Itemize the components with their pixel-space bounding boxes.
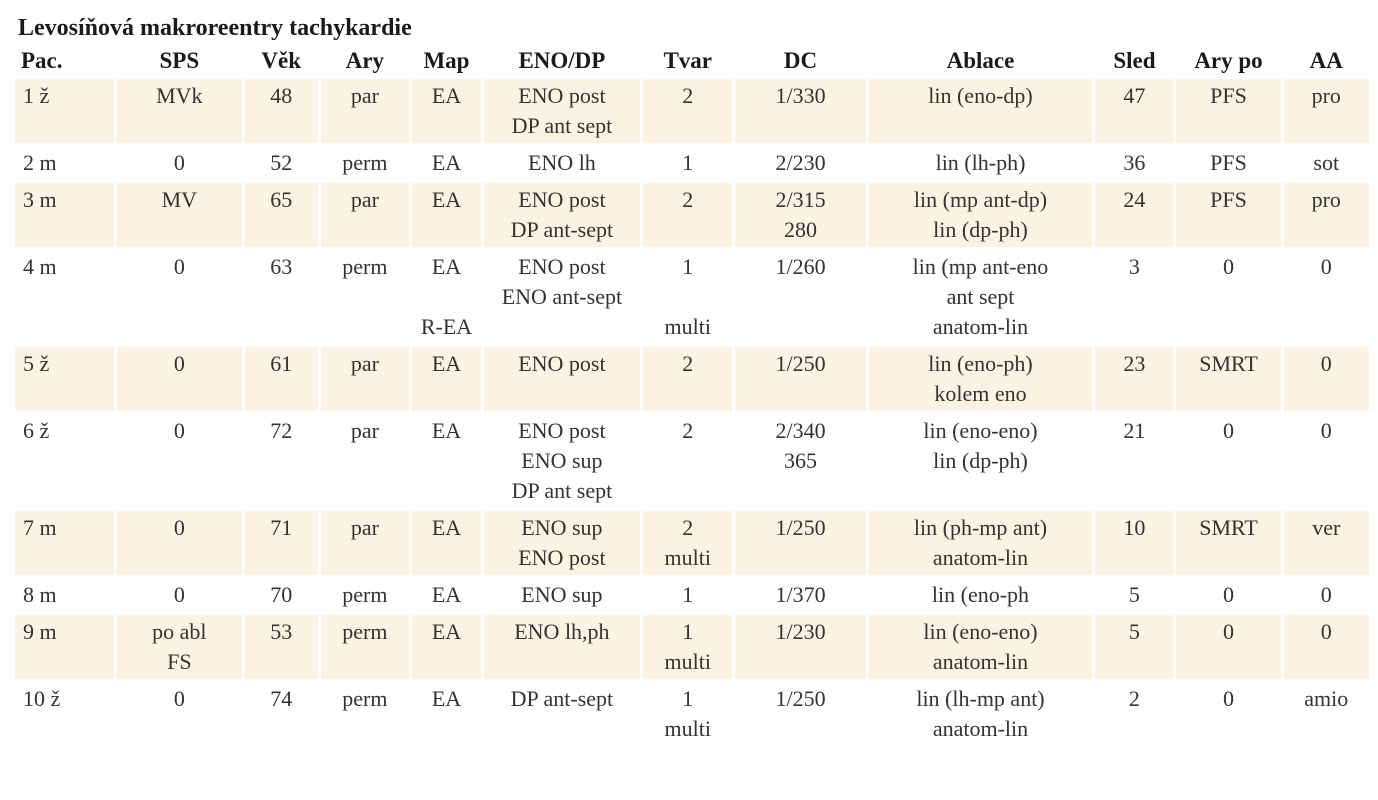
cell-line: DP ant-sept <box>510 686 614 711</box>
cell-line: 2 <box>682 351 694 376</box>
cell-map <box>412 682 481 746</box>
table-row <box>15 615 1369 679</box>
cell-pac <box>15 511 114 575</box>
cell-line: SMRT <box>1199 515 1258 540</box>
cell-dc <box>735 146 865 180</box>
cell-ablace <box>869 347 1093 411</box>
column-header-sps: SPS <box>159 48 200 73</box>
cell-line: multi <box>664 314 711 339</box>
cell-line: multi <box>664 545 711 570</box>
cell-tvar <box>643 347 733 411</box>
cell-line: 1/260 <box>775 254 826 279</box>
cell-ary-po <box>1176 511 1280 575</box>
cell-eno-dp <box>484 578 640 612</box>
cell-line: DP ant sept <box>511 113 613 138</box>
cell-line: EA <box>431 515 462 540</box>
cell-line: lin (lh-ph) <box>935 150 1026 175</box>
cell-line: 70 <box>270 582 293 607</box>
cell-line: 3 <box>1128 254 1140 279</box>
cell-ary-po <box>1176 578 1280 612</box>
cell-sps <box>117 511 242 575</box>
cell-line: 6 ž <box>23 418 50 443</box>
cell-dc <box>735 347 865 411</box>
table-title: Levosíňová makroreentry tachykardie <box>18 15 412 41</box>
cell-vek <box>245 578 318 612</box>
cell-sled <box>1095 183 1173 247</box>
cell-line: anatom-lin <box>932 545 1029 570</box>
column-header-aa: AA <box>1309 48 1343 73</box>
cell-line: FS <box>167 649 192 674</box>
table-row <box>15 146 1369 180</box>
cell-ary <box>321 79 409 143</box>
cell-line: 0 <box>1320 254 1332 279</box>
cell-line: 2/230 <box>775 150 826 175</box>
cell-sps <box>117 615 242 679</box>
cell-line: 4 m <box>23 254 57 279</box>
table-row <box>15 578 1369 612</box>
table-row <box>15 511 1369 575</box>
cell-aa <box>1284 347 1369 411</box>
cell-line: 47 <box>1123 83 1146 108</box>
cell-tvar <box>643 183 733 247</box>
cell-map <box>412 146 481 180</box>
cell-ary <box>321 414 409 508</box>
cell-eno-dp <box>484 347 640 411</box>
cell-line: lin (ph-mp ant) <box>913 515 1048 540</box>
cell-sled <box>1095 79 1173 143</box>
cell-line: 24 <box>1123 187 1146 212</box>
cell-line: 8 m <box>23 582 57 607</box>
cell-pac <box>15 146 114 180</box>
cell-line: 0 <box>173 582 185 607</box>
cell-pac <box>15 578 114 612</box>
column-header-ary: Ary <box>345 48 385 73</box>
cell-aa <box>1284 682 1369 746</box>
cell-line: 2 <box>682 187 694 212</box>
table-row <box>15 183 1369 247</box>
cell-sps <box>117 79 242 143</box>
cell-aa <box>1284 146 1369 180</box>
cell-line: MV <box>161 187 198 212</box>
cell-line: 0 <box>1223 619 1234 644</box>
cell-tvar <box>643 79 733 143</box>
cell-line: ENO post <box>518 351 606 376</box>
cell-line: 2/315 <box>775 187 826 212</box>
cell-dc <box>735 615 865 679</box>
cell-line: lin (eno-eno) <box>923 619 1038 644</box>
cell-sps <box>117 578 242 612</box>
cell-line: PFS <box>1210 150 1247 175</box>
cell-line: ENO sup <box>521 515 603 540</box>
cell-sled <box>1095 347 1173 411</box>
column-header-tvar: Tvar <box>663 48 712 73</box>
cell-line: par <box>350 83 379 108</box>
cell-line: 61 <box>270 351 293 376</box>
cell-line: ENO post <box>518 545 606 570</box>
cell-line: 0 <box>173 150 185 175</box>
cell-line: 2 <box>682 418 694 443</box>
cell-line: 1 <box>682 686 694 711</box>
cell-line: amio <box>1304 686 1349 711</box>
cell-eno-dp <box>484 250 640 344</box>
cell-ablace <box>869 146 1093 180</box>
cell-ary <box>321 578 409 612</box>
cell-sled <box>1095 250 1173 344</box>
cell-line: ENO sup <box>521 448 603 473</box>
cell-eno-dp <box>484 682 640 746</box>
cell-line: multi <box>664 649 711 674</box>
cell-sled <box>1095 511 1173 575</box>
cell-line: perm <box>342 619 388 644</box>
cell-ary-po <box>1176 414 1280 508</box>
cell-pac <box>15 615 114 679</box>
cell-dc <box>735 511 865 575</box>
cell-ary-po <box>1176 682 1280 746</box>
cell-line: 280 <box>784 217 818 242</box>
column-header-ary-po: Ary po <box>1194 48 1263 73</box>
cell-line: 53 <box>270 619 293 644</box>
cell-line: pro <box>1311 187 1341 212</box>
cell-vek <box>245 682 318 746</box>
cell-sps <box>117 682 242 746</box>
cell-ary <box>321 615 409 679</box>
cell-line: 2/340 <box>775 418 826 443</box>
cell-line <box>647 282 729 312</box>
cell-tvar <box>643 250 733 344</box>
cell-line: multi <box>664 716 711 741</box>
cell-line: MVk <box>156 83 203 108</box>
cell-line: 0 <box>173 254 185 279</box>
cell-line: par <box>350 351 379 376</box>
column-header-pac: Pac. <box>21 48 63 73</box>
cell-ary-po <box>1176 615 1280 679</box>
cell-dc <box>735 183 865 247</box>
cell-line: lin (dp-ph) <box>933 448 1028 473</box>
cell-aa <box>1284 250 1369 344</box>
cell-dc <box>735 79 865 143</box>
cell-line: 36 <box>1123 150 1146 175</box>
cell-ablace <box>869 183 1093 247</box>
cell-line: 0 <box>1223 418 1234 443</box>
cell-ablace <box>869 414 1093 508</box>
cell-line: 2 m <box>23 150 57 175</box>
cell-pac <box>15 250 114 344</box>
cell-line: 2 <box>682 515 694 540</box>
cell-line: ENO ant-sept <box>501 284 623 309</box>
cell-line: EA <box>431 418 462 443</box>
cell-line: par <box>350 515 379 540</box>
cell-line: 1 <box>682 254 694 279</box>
cell-line: 1 <box>682 150 694 175</box>
cell-ary-po <box>1176 79 1280 143</box>
cell-vek <box>245 615 318 679</box>
cell-line: 0 <box>173 351 185 376</box>
cell-vek <box>245 250 318 344</box>
cell-line: lin (eno-ph) <box>928 351 1033 376</box>
column-header-map: Map <box>423 48 470 73</box>
cell-line: ENO post <box>518 83 606 108</box>
cell-dc <box>735 250 865 344</box>
cell-dc <box>735 578 865 612</box>
cell-line: 65 <box>270 187 293 212</box>
patients-table <box>12 43 1372 749</box>
cell-line: ENO post <box>518 254 606 279</box>
cell-ary <box>321 511 409 575</box>
cell-line: anatom-lin <box>932 649 1029 674</box>
cell-line: SMRT <box>1199 351 1258 376</box>
cell-line: 0 <box>1223 582 1234 607</box>
cell-map <box>412 250 481 344</box>
cell-eno-dp <box>484 615 640 679</box>
cell-line: lin (mp ant-eno <box>912 254 1049 279</box>
cell-line: anatom-lin <box>932 716 1029 741</box>
cell-line: lin (dp-ph) <box>933 217 1028 242</box>
cell-line: 0 <box>173 418 185 443</box>
cell-sps <box>117 146 242 180</box>
cell-line: 0 <box>1320 619 1332 644</box>
cell-line: po abl <box>152 619 207 644</box>
cell-line: ENO lh,ph <box>514 619 610 644</box>
cell-map <box>412 578 481 612</box>
cell-map <box>412 183 481 247</box>
cell-line: EA <box>431 686 462 711</box>
cell-line: 1/250 <box>775 515 826 540</box>
cell-line: kolem eno <box>934 381 1027 406</box>
column-header-sled: Sled <box>1113 48 1156 73</box>
cell-tvar <box>643 578 733 612</box>
table-row <box>15 250 1369 344</box>
cell-sps <box>117 347 242 411</box>
cell-aa <box>1284 414 1369 508</box>
cell-line: 1/330 <box>775 83 826 108</box>
cell-aa <box>1284 511 1369 575</box>
cell-tvar <box>643 615 733 679</box>
cell-ary <box>321 146 409 180</box>
table-row <box>15 79 1369 143</box>
cell-eno-dp <box>484 146 640 180</box>
cell-ary-po <box>1176 183 1280 247</box>
column-header-ablace: Ablace <box>946 48 1015 73</box>
cell-sled <box>1095 146 1173 180</box>
cell-line: ENO post <box>518 418 606 443</box>
cell-line: 1/250 <box>775 686 826 711</box>
cell-line: EA <box>431 254 462 279</box>
cell-aa <box>1284 615 1369 679</box>
cell-pac <box>15 414 114 508</box>
cell-line: ENO post <box>518 187 606 212</box>
cell-line: 71 <box>270 515 293 540</box>
cell-aa <box>1284 183 1369 247</box>
cell-map <box>412 511 481 575</box>
cell-ablace <box>869 250 1093 344</box>
cell-line: 0 <box>1223 254 1234 279</box>
cell-line: PFS <box>1210 187 1247 212</box>
cell-ary-po <box>1176 347 1280 411</box>
cell-sps <box>117 183 242 247</box>
cell-line: EA <box>431 619 462 644</box>
cell-line: par <box>350 418 379 443</box>
cell-ablace <box>869 511 1093 575</box>
cell-ary <box>321 347 409 411</box>
cell-line: lin (mp ant-dp) <box>913 187 1048 212</box>
column-header-eno-dp: ENO/DP <box>518 48 606 73</box>
table-row <box>15 347 1369 411</box>
cell-pac <box>15 183 114 247</box>
cell-line: 5 <box>1128 582 1140 607</box>
cell-sled <box>1095 578 1173 612</box>
cell-line: DP ant-sept <box>510 217 614 242</box>
cell-line: 63 <box>270 254 293 279</box>
cell-line: perm <box>342 686 388 711</box>
cell-aa <box>1284 79 1369 143</box>
cell-eno-dp <box>484 79 640 143</box>
cell-ary <box>321 682 409 746</box>
cell-line: lin (eno-dp) <box>928 83 1033 108</box>
cell-line: 1 <box>682 582 694 607</box>
cell-line: ENO sup <box>521 582 603 607</box>
cell-line: 10 ž <box>23 686 61 711</box>
cell-aa <box>1284 578 1369 612</box>
cell-line: 1/370 <box>775 582 826 607</box>
cell-sps <box>117 414 242 508</box>
cell-line: 0 <box>1320 351 1332 376</box>
cell-line: 2 <box>1128 686 1140 711</box>
cell-line: 1 <box>682 619 694 644</box>
cell-line: EA <box>431 187 462 212</box>
cell-pac <box>15 682 114 746</box>
cell-map <box>412 615 481 679</box>
table-row <box>15 682 1369 746</box>
cell-line: anatom-lin <box>932 314 1029 339</box>
cell-ablace <box>869 79 1093 143</box>
cell-line: 9 m <box>23 619 57 644</box>
cell-line: lin (lh-mp ant) <box>916 686 1045 711</box>
cell-vek <box>245 414 318 508</box>
cell-line: 2 <box>682 83 694 108</box>
cell-line: sot <box>1313 150 1340 175</box>
cell-line: 0 <box>1320 418 1332 443</box>
cell-line: ant sept <box>946 284 1015 309</box>
cell-line: ENO lh <box>527 150 596 175</box>
cell-line: EA <box>431 582 462 607</box>
cell-line: perm <box>342 150 388 175</box>
cell-line: PFS <box>1210 83 1247 108</box>
cell-line: 0 <box>1320 582 1332 607</box>
cell-line <box>416 282 477 312</box>
cell-map <box>412 79 481 143</box>
cell-sled <box>1095 615 1173 679</box>
cell-ary-po <box>1176 250 1280 344</box>
cell-dc <box>735 414 865 508</box>
cell-tvar <box>643 511 733 575</box>
cell-pac <box>15 79 114 143</box>
cell-map <box>412 414 481 508</box>
cell-line: 5 ž <box>23 351 50 376</box>
cell-line: lin (eno-ph <box>931 582 1030 607</box>
cell-pac <box>15 347 114 411</box>
cell-line: par <box>350 187 379 212</box>
cell-line: 1 ž <box>23 83 50 108</box>
cell-line: 10 <box>1123 515 1146 540</box>
cell-ablace <box>869 578 1093 612</box>
cell-line: 21 <box>1123 418 1146 443</box>
cell-ablace <box>869 682 1093 746</box>
cell-line: EA <box>431 83 462 108</box>
cell-vek <box>245 511 318 575</box>
header-row <box>15 46 1369 76</box>
cell-tvar <box>643 414 733 508</box>
cell-line: ver <box>1312 515 1341 540</box>
cell-line: 23 <box>1123 351 1146 376</box>
cell-eno-dp <box>484 511 640 575</box>
cell-dc <box>735 682 865 746</box>
cell-tvar <box>643 146 733 180</box>
cell-vek <box>245 79 318 143</box>
cell-line: 1/230 <box>775 619 826 644</box>
column-header-vek: Věk <box>261 48 302 73</box>
cell-line: EA <box>431 150 462 175</box>
table-row <box>15 414 1369 508</box>
cell-line: 52 <box>270 150 293 175</box>
cell-line: R-EA <box>420 314 473 339</box>
cell-line: perm <box>342 582 388 607</box>
cell-line: lin (eno-eno) <box>923 418 1038 443</box>
cell-line: DP ant sept <box>511 478 613 503</box>
cell-line: 7 m <box>23 515 57 540</box>
cell-line: 5 <box>1128 619 1140 644</box>
cell-line: 74 <box>270 686 293 711</box>
cell-vek <box>245 183 318 247</box>
cell-line: EA <box>431 351 462 376</box>
cell-tvar <box>643 682 733 746</box>
cell-line: 48 <box>270 83 293 108</box>
cell-line: 72 <box>270 418 293 443</box>
column-header-dc: DC <box>783 48 818 73</box>
cell-vek <box>245 146 318 180</box>
cell-line: 0 <box>1223 686 1234 711</box>
cell-line: 3 m <box>23 187 57 212</box>
cell-line: 365 <box>784 448 818 473</box>
cell-sled <box>1095 414 1173 508</box>
cell-line: 1/250 <box>775 351 826 376</box>
cell-eno-dp <box>484 414 640 508</box>
table-body <box>15 79 1369 746</box>
cell-map <box>412 347 481 411</box>
cell-eno-dp <box>484 183 640 247</box>
cell-ary-po <box>1176 146 1280 180</box>
cell-line: perm <box>342 254 388 279</box>
cell-sps <box>117 250 242 344</box>
cell-line: pro <box>1311 83 1341 108</box>
cell-sled <box>1095 682 1173 746</box>
cell-ary <box>321 250 409 344</box>
cell-line: 0 <box>173 515 185 540</box>
cell-vek <box>245 347 318 411</box>
cell-ary <box>321 183 409 247</box>
cell-ablace <box>869 615 1093 679</box>
cell-line: 0 <box>173 686 185 711</box>
